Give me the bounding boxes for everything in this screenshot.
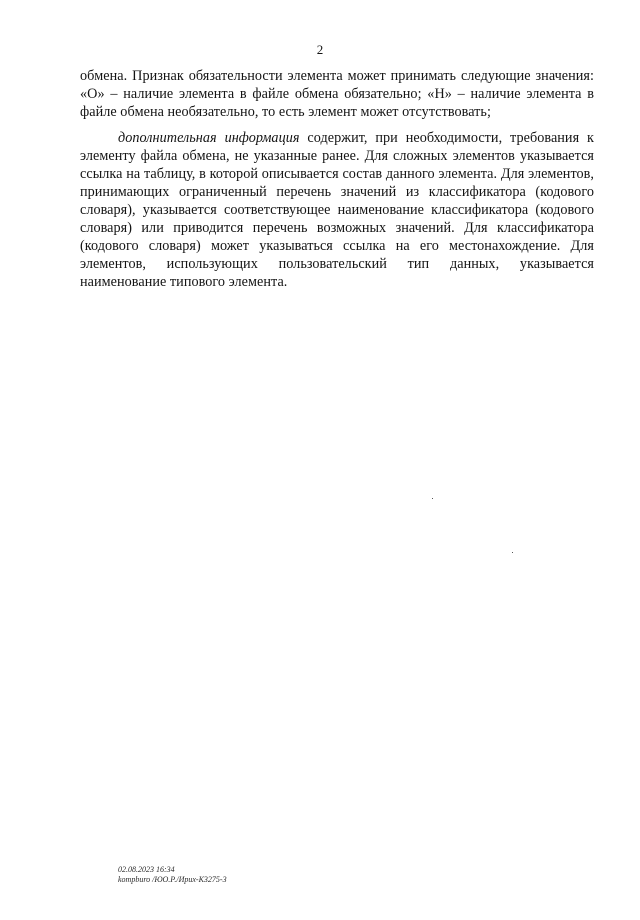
scan-speck [512, 552, 513, 553]
term-additional-info: дополнительная информация [118, 130, 300, 146]
paragraph-additional-info-text: содержит, при необходимости, требования к элементу файла обмена, не указанные ранее. Для сложных элементов указывается ссылка на таблицу, в которой описывается состав данного элемента. Для элементов, принимающих ограниченный перечень значений из классификатора (кодового словаря), указывается соответствующее наименование классификатора (кодового словаря) или приводится перечень возможных значений. Для классификатора (кодового словаря) может указываться ссылка на его местонахождение. Для элементов, использующих пользовательский тип данных, указывается наименование типового элемента. [80, 130, 594, 290]
document-body [80, 67, 594, 291]
scan-speck [432, 498, 433, 499]
footer-reference: kompburo /ЮО.Р./Ирих-К3275-3 [118, 875, 227, 884]
document-footer [118, 865, 227, 885]
page-number: 2 [316, 42, 324, 57]
paragraph-obligation-values: обмена. Признак обязательности элемента может принимать следующие значения: «О» – наличие элемента в файле обмена обязательно; «Н» – наличие элемента в файле обмена необязательно, то есть элемент может отсутствовать; [80, 68, 594, 120]
paragraph-additional-info [80, 129, 594, 291]
footer-timestamp: 02.08.2023 16:34 [118, 865, 175, 874]
